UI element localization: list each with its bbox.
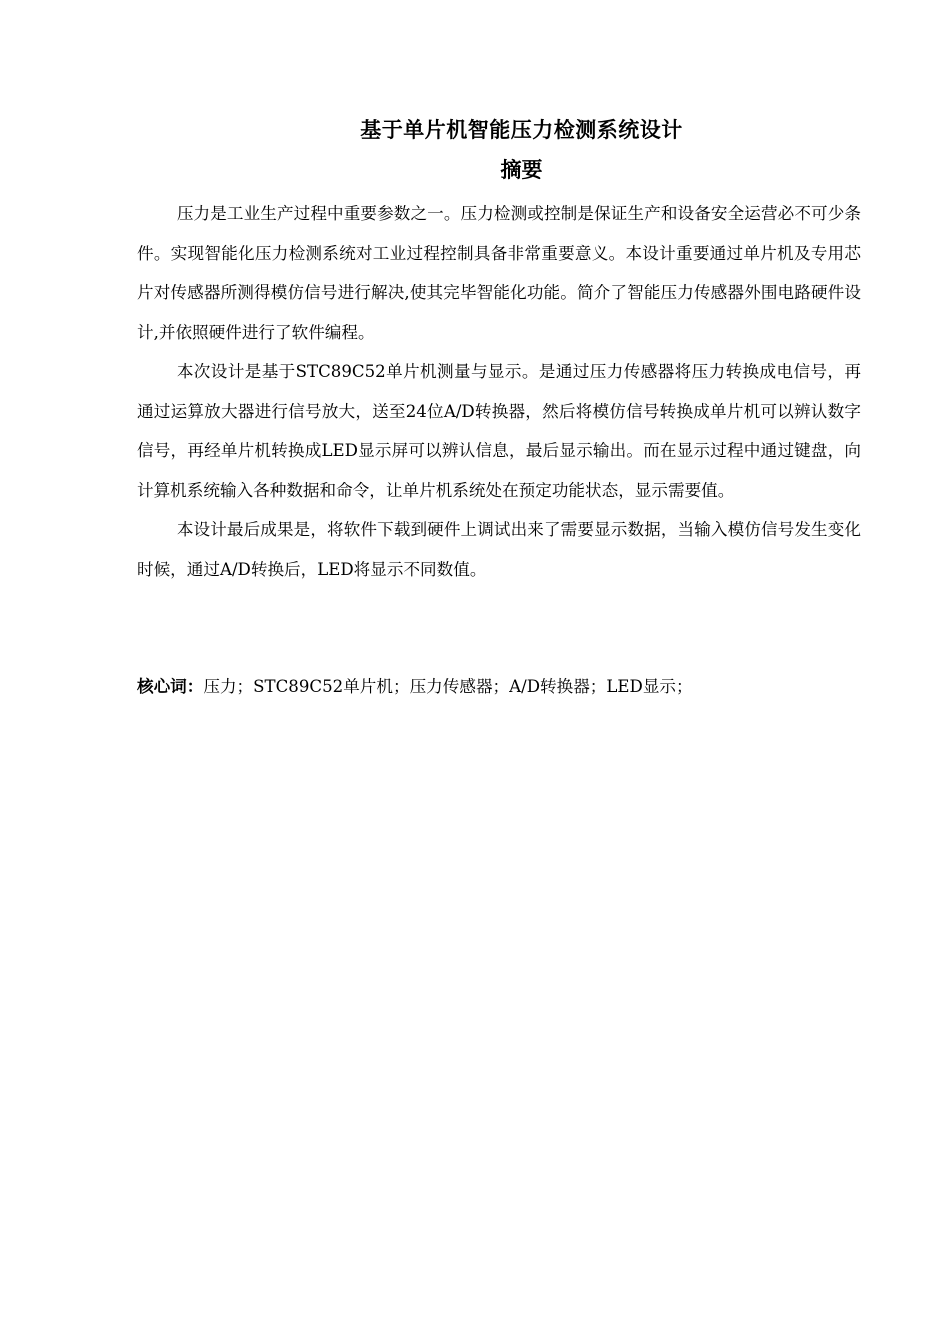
- document-title: 基于单片机智能压力检测系统设计: [360, 118, 683, 142]
- abstract-body: [137, 194, 861, 589]
- abstract-heading: 摘要: [500, 158, 543, 182]
- keywords-line: [137, 674, 693, 700]
- keywords-label: 核心词：: [137, 677, 204, 696]
- abstract-paragraph-3: 本设计最后成果是，将软件下载到硬件上调试出来了需要显示数据，当输入模仿信号发生变化时候，通过A/D转换后，LED将显示不同数值。: [137, 520, 861, 579]
- abstract-paragraph-2: 本次设计是基于STC89C52单片机测量与显示。是通过压力传感器将压力转换成电信号，再通过运算放大器进行信号放大，送至24位A/D转换器，然后将模仿信号转换成单片机可以辨认数字信号，再经单片机转换成LED显示屏可以辨认信息，最后显示输出。而在显示过程中通过键盘，向计算机系统输入各种数据和命令，让单片机系统处在预定功能状态，显示需要值。: [137, 362, 861, 500]
- abstract-paragraph-1: 压力是工业生产过程中重要参数之一。压力检测或控制是保证生产和设备安全运营必不可少条件。实现智能化压力检测系统对工业过程控制具备非常重要意义。本设计重要通过单片机及专用芯片对传感器所测得模仿信号进行解决,使其完毕智能化功能。简介了智能压力传感器外围电路硬件设计,并依照硬件进行了软件编程。: [137, 204, 861, 342]
- keywords-text: 压力；STC89C52单片机；压力传感器；A/D转换器；LED显示；: [203, 677, 693, 696]
